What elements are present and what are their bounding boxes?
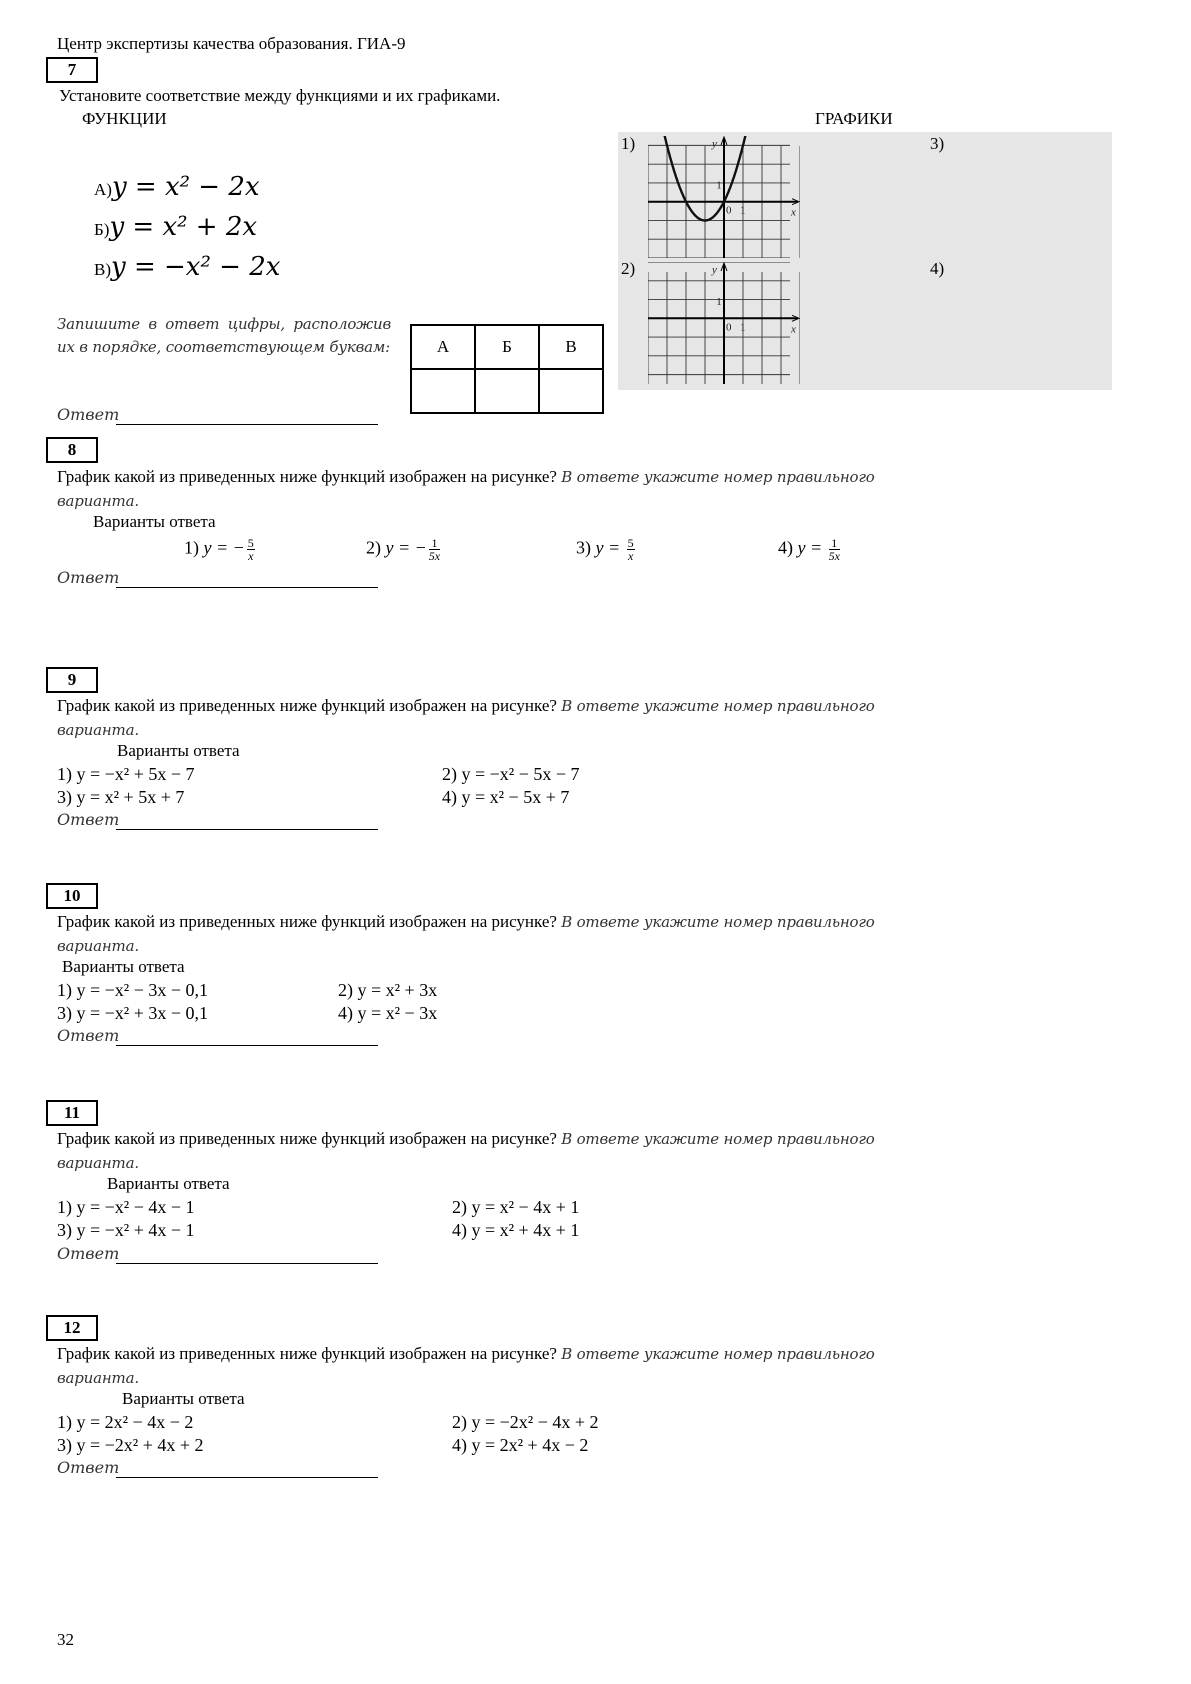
q11-answer-line[interactable] [116, 1263, 378, 1264]
question-number-9: 9 [46, 667, 98, 693]
x-axis-label: x [791, 206, 796, 219]
q7-answer-table [410, 324, 604, 414]
option-prefix: y = [595, 537, 625, 558]
q12-variants-title: Варианты ответа [122, 1389, 245, 1408]
fraction-numerator: 5 [627, 536, 634, 550]
q8-option-4[interactable] [778, 537, 840, 562]
question-hint: В ответе укажите номер правильного варианта. [57, 468, 875, 510]
question-number-10: 10 [46, 883, 98, 909]
question-number-8: 8 [46, 437, 98, 463]
q10-option-1[interactable]: 1) y = −x² − 3x − 0,1 [57, 980, 208, 1000]
q12-prompt [57, 1342, 917, 1390]
q11-option-2[interactable]: 2) y = x² − 4x + 1 [452, 1197, 580, 1217]
y-axis-label: y [712, 264, 717, 276]
q8-answer-line[interactable] [116, 587, 378, 588]
question-number-11: 11 [46, 1100, 98, 1126]
answer-cell-a[interactable] [411, 369, 475, 413]
function-formula: y = −x² − 2x [111, 252, 281, 282]
q12-option-2[interactable]: 2) y = −2x² − 4x + 2 [452, 1412, 599, 1432]
q9-option-4[interactable]: 4) y = x² − 5x + 7 [442, 787, 570, 807]
graph-label-2: 2) [621, 259, 636, 278]
question-prompt: График какой из приведенных ниже функций изображен на рисунке? [57, 696, 557, 715]
question-prompt: График какой из приведенных ниже функций изображен на рисунке? [57, 912, 557, 931]
tick-label-y-1: 1 [716, 179, 722, 192]
y-axis-label: y [712, 138, 717, 150]
q8-option-3[interactable] [576, 537, 635, 562]
question-number-12: 12 [46, 1315, 98, 1341]
q12-option-1[interactable]: 1) y = 2x² − 4x − 2 [57, 1412, 194, 1432]
fraction-numerator: 1 [829, 537, 840, 550]
fraction-denominator: 5x [428, 549, 441, 563]
question-hint: В ответе укажите номер правильного варианта. [57, 1130, 875, 1172]
q7-graph-2 [648, 262, 800, 384]
q10-option-3[interactable]: 3) y = −x² + 3x − 0,1 [57, 1003, 208, 1023]
table-header-c: В [539, 325, 603, 369]
function-letter: А) [94, 180, 112, 199]
q8-graph [929, 476, 1111, 662]
q11-option-4[interactable]: 4) y = x² + 4x + 1 [452, 1220, 580, 1240]
q11-answer-label: Ответ [57, 1244, 120, 1263]
answer-cell-b[interactable] [475, 369, 539, 413]
q7-graph-4 [957, 262, 1109, 384]
q11-option-3[interactable]: 3) y = −x² + 4x − 1 [57, 1220, 195, 1240]
question-number-7: 7 [46, 57, 98, 83]
q7-instruction: Установите соответствие между функциями и их графиками. [59, 86, 501, 105]
q12-option-3[interactable]: 3) y = −2x² + 4x + 2 [57, 1435, 204, 1455]
fraction-denominator: x [248, 549, 254, 563]
q7-write-instruction: Запишите в ответ цифры, расположив их в порядке, соответствующем буквам: [57, 315, 391, 356]
tick-label-x-1: 1 [740, 321, 746, 334]
q11-prompt [57, 1127, 937, 1175]
fraction-numerator: 1 [429, 537, 440, 550]
q10-graph [926, 918, 1112, 1096]
document-header: Центр экспертизы качества образования. ГИА-9 [57, 34, 406, 53]
tick-label-x-1: 1 [740, 204, 746, 217]
option-prefix: y = − [203, 537, 245, 558]
q12-answer-label: Ответ [57, 1458, 120, 1477]
fraction-denominator: 5x [828, 549, 840, 563]
q8-option-2[interactable] [366, 537, 440, 562]
q7-function-b [94, 212, 257, 242]
q7-answer-label: Ответ [57, 405, 120, 424]
option-number: 4) [778, 537, 793, 558]
q9-option-3[interactable]: 3) y = x² + 5x + 7 [57, 787, 185, 807]
option-prefix: y = − [385, 537, 427, 558]
q7-graph-3 [957, 136, 1109, 258]
q10-option-4[interactable]: 4) y = x² − 3x [338, 1003, 438, 1023]
q9-variants-title: Варианты ответа [117, 741, 240, 760]
q7-function-c [94, 252, 280, 282]
q8-option-1[interactable] [184, 537, 255, 562]
q10-option-2[interactable]: 2) y = x² + 3x [338, 980, 438, 1000]
q9-answer-line[interactable] [116, 829, 378, 830]
graph-label-4: 4) [930, 259, 945, 278]
table-header-a: А [411, 325, 475, 369]
q7-graphs-title: ГРАФИКИ [815, 109, 893, 128]
q9-option-2[interactable]: 2) y = −x² − 5x − 7 [442, 764, 580, 784]
q8-variants-title: Варианты ответа [93, 512, 216, 531]
q9-answer-label: Ответ [57, 810, 120, 829]
answer-cell-c[interactable] [539, 369, 603, 413]
graph-label-1: 1) [621, 134, 636, 153]
option-number: 3) [576, 537, 591, 558]
question-prompt: График какой из приведенных ниже функций изображен на рисунке? [57, 467, 557, 486]
function-letter: Б) [94, 220, 110, 239]
option-number: 1) [184, 537, 199, 558]
graph-label-3: 3) [930, 134, 945, 153]
q11-option-1[interactable]: 1) y = −x² − 4x − 1 [57, 1197, 195, 1217]
tick-label-origin: 0 [726, 321, 732, 334]
q10-prompt [57, 910, 917, 958]
fraction-denominator: x [627, 549, 634, 563]
q7-graph-1 [648, 136, 800, 258]
fraction-numerator: 5 [247, 536, 254, 550]
q10-variants-title: Варианты ответа [62, 957, 185, 976]
q12-option-4[interactable]: 4) y = 2x² + 4x − 2 [452, 1435, 589, 1455]
q7-function-a [94, 172, 260, 202]
q10-answer-line[interactable] [116, 1045, 378, 1046]
q7-answer-line[interactable] [116, 424, 378, 425]
q9-option-1[interactable]: 1) y = −x² + 5x − 7 [57, 764, 195, 784]
q10-answer-label: Ответ [57, 1026, 120, 1045]
question-hint: В ответе укажите номер правильного варианта. [57, 1345, 875, 1387]
q11-variants-title: Варианты ответа [107, 1174, 230, 1193]
tick-label-origin: 0 [726, 204, 732, 217]
function-letter: В) [94, 260, 111, 279]
q12-answer-line[interactable] [116, 1477, 378, 1478]
option-number: 2) [366, 537, 381, 558]
question-prompt: График какой из приведенных ниже функций изображен на рисунке? [57, 1129, 557, 1148]
question-hint: В ответе укажите номер правильного варианта. [57, 697, 875, 739]
q8-prompt [57, 465, 917, 513]
q12-graph [930, 1343, 1114, 1548]
q7-functions-title: ФУНКЦИИ [82, 109, 167, 128]
function-formula: y = x² + 2x [109, 212, 258, 242]
option-prefix: y = [797, 537, 827, 558]
question-prompt: График какой из приведенных ниже функций изображен на рисунке? [57, 1344, 557, 1363]
question-hint: В ответе укажите номер правильного варианта. [57, 913, 875, 955]
page-number: 32 [57, 1630, 74, 1649]
q9-graph [918, 695, 1110, 877]
x-axis-label: x [791, 323, 796, 336]
q8-answer-label: Ответ [57, 568, 120, 587]
tick-label-y-1: 1 [716, 296, 722, 309]
table-header-b: Б [475, 325, 539, 369]
q9-prompt [57, 694, 917, 742]
q11-graph [945, 1128, 1125, 1308]
function-formula: y = x² − 2x [111, 172, 260, 202]
